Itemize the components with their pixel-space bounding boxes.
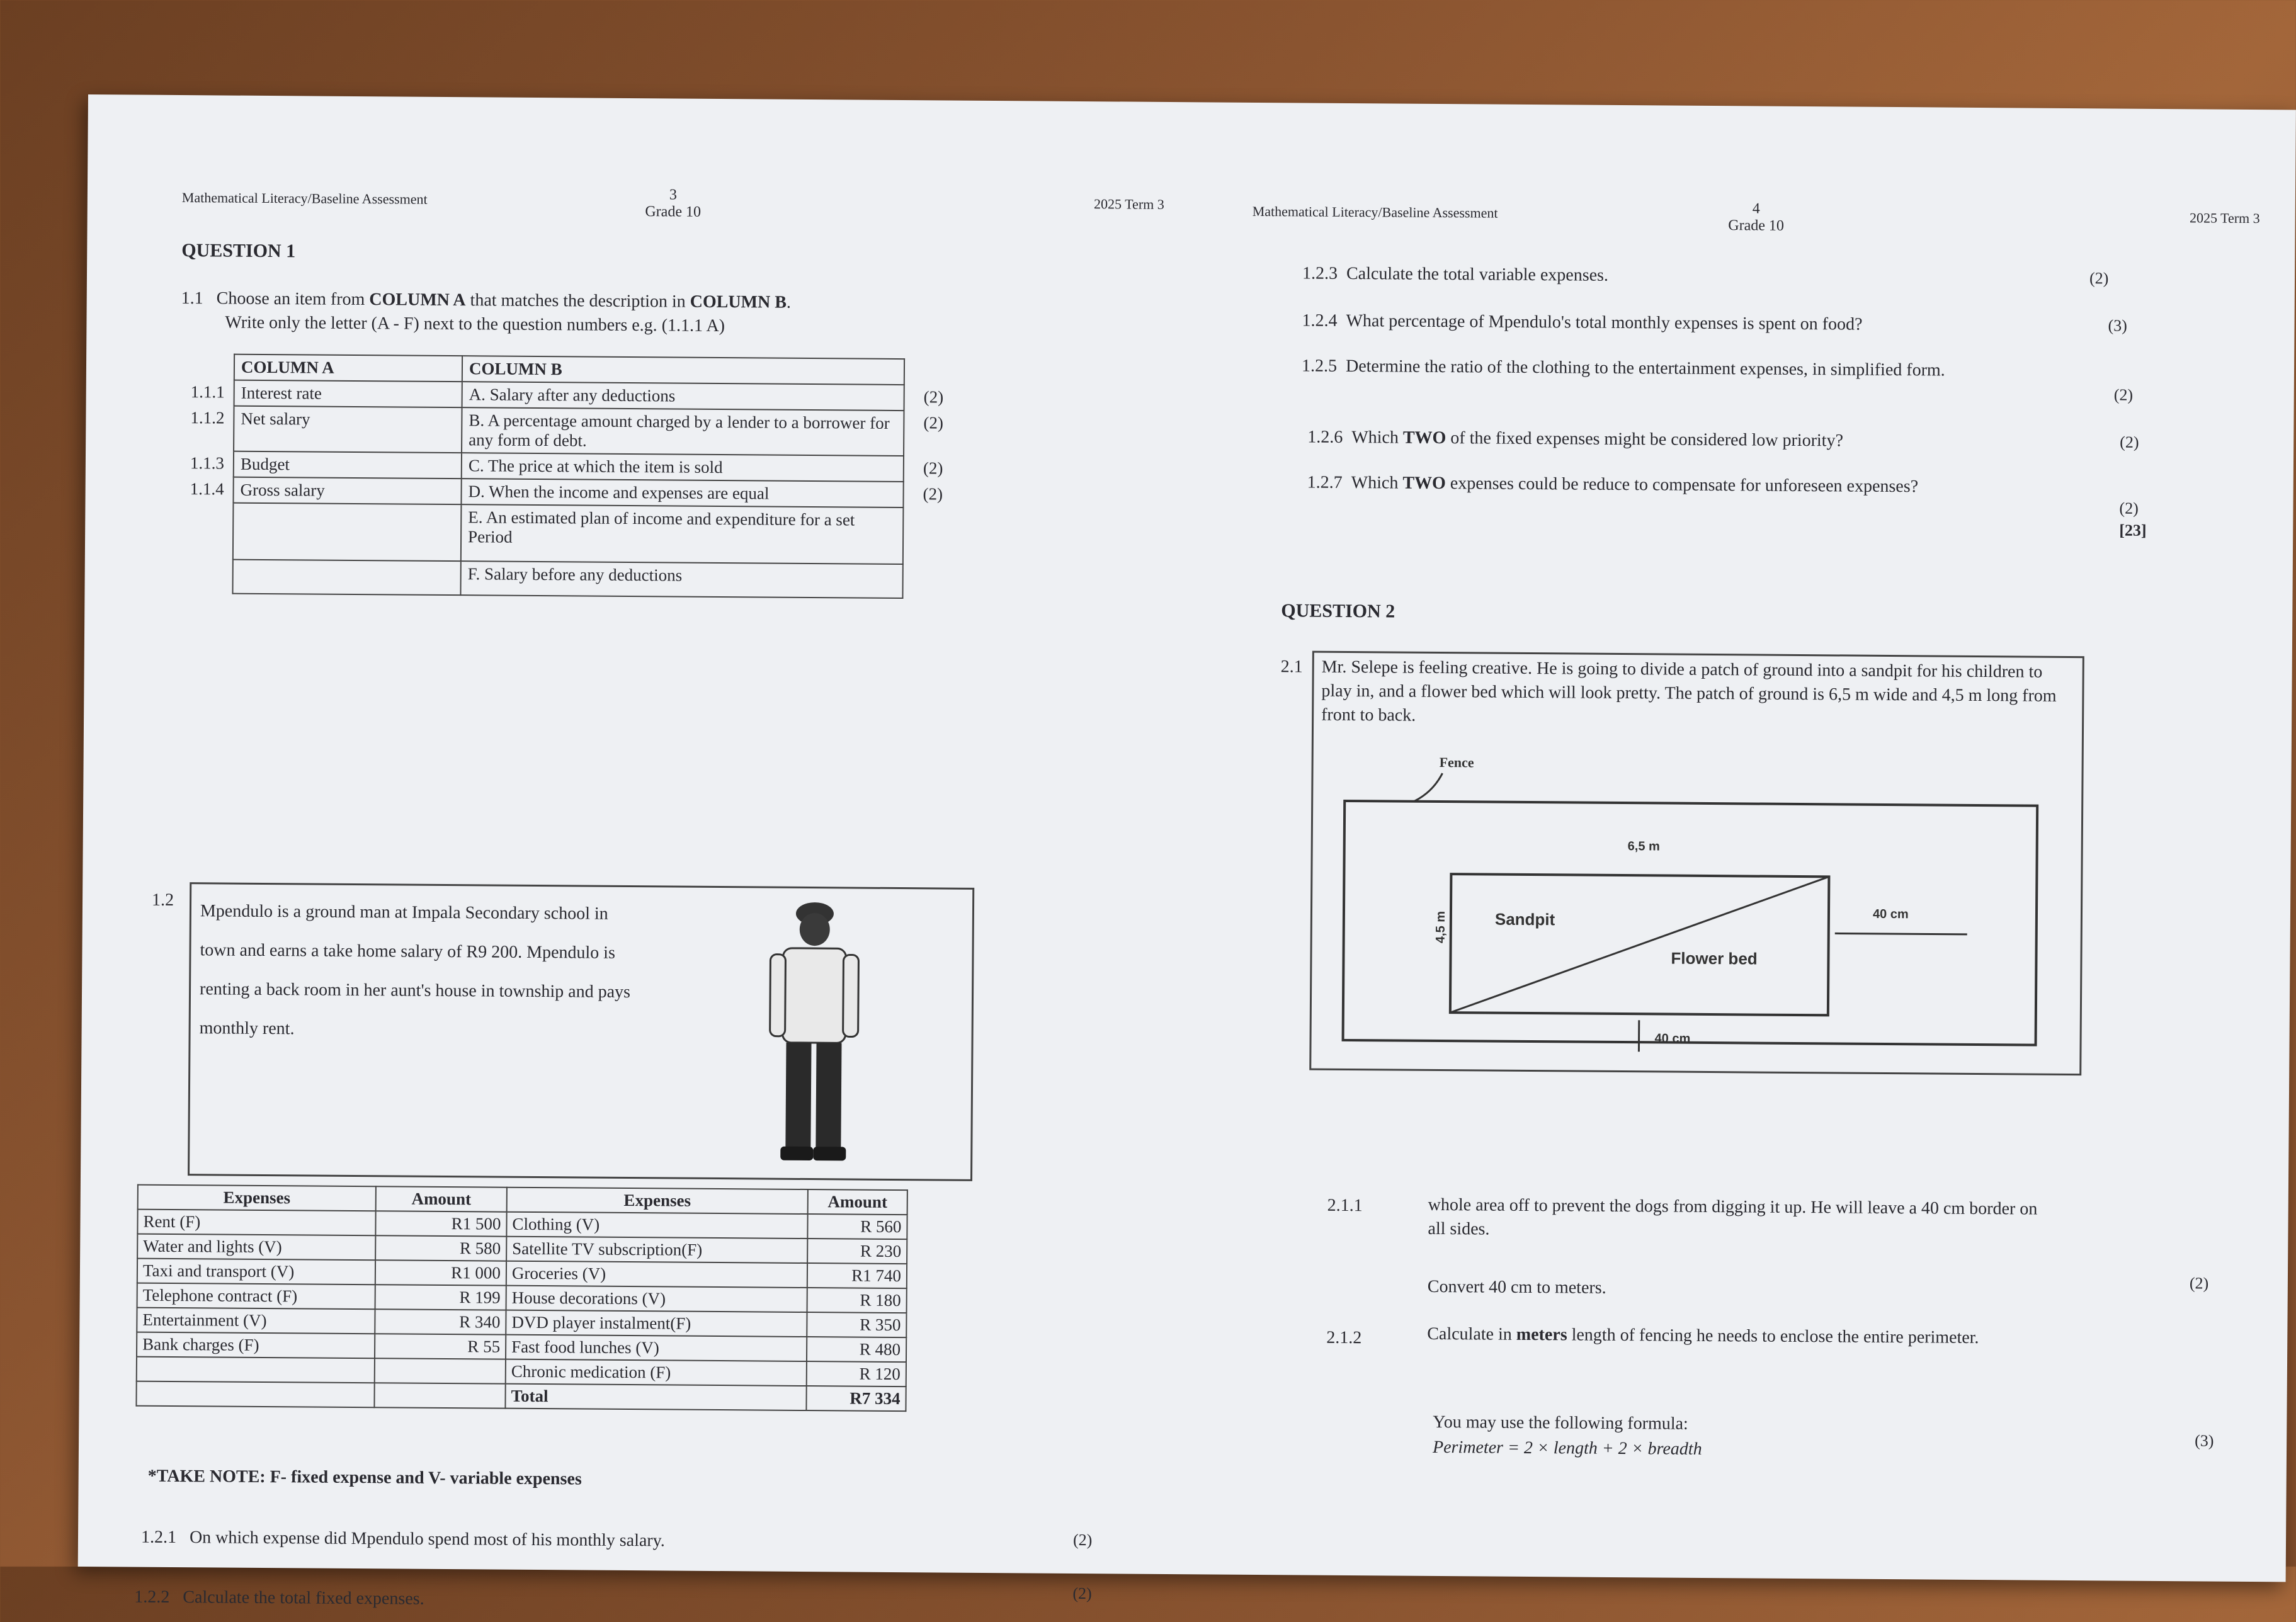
- q-text: expenses could be reduce to compensate for unforeseen expenses?: [1446, 474, 1918, 496]
- column-b-cell: A. Salary after any deductions: [462, 382, 904, 411]
- q-number: 1.2.1: [141, 1528, 176, 1547]
- column-a-cell: Interest rate: [234, 380, 462, 408]
- header-grade: Grade 10: [1728, 217, 1784, 235]
- q-number: 2.1.1: [1327, 1196, 1363, 1216]
- q-number: 1.2.6: [1307, 428, 1343, 447]
- expense-cell: House decorations (V): [506, 1286, 807, 1312]
- question-2-1-1-sub: Convert 40 cm to meters.: [1428, 1275, 1606, 1300]
- question-2-1-2-text: [1427, 1322, 2120, 1351]
- garden-diagram: [1311, 754, 2081, 1074]
- sandpit-label: Sandpit: [1495, 910, 1555, 929]
- expense-cell: Bank charges (F): [137, 1332, 375, 1359]
- expense-cell: Telephone contract (F): [137, 1283, 375, 1310]
- expense-cell: Taxi and transport (V): [137, 1259, 375, 1285]
- column-a-cell: Gross salary: [233, 477, 461, 505]
- amount-cell: R 55: [375, 1334, 506, 1359]
- expense-cell: Groceries (V): [506, 1261, 807, 1288]
- q-bold-col-a: COLUMN A: [369, 290, 465, 310]
- amount-cell: R 120: [807, 1361, 906, 1387]
- expense-cell: Satellite TV subscription(F): [506, 1237, 807, 1263]
- column-a-header: COLUMN A: [234, 354, 462, 382]
- q-text: .: [787, 293, 791, 312]
- page-header: [1252, 197, 2260, 254]
- q-text: Which: [1351, 428, 1403, 448]
- q-instruction: Write only the letter (A - F) next to the question numbers e.g. (1.1.1 A): [181, 312, 725, 336]
- q-bold: TWO: [1403, 428, 1446, 448]
- table-row: [180, 406, 967, 457]
- q-text: that matches the description in: [465, 290, 690, 311]
- mark: (2): [1073, 1531, 1093, 1550]
- scenario-text: Mr. Selepe is feeling creative. He is going to divide a patch of ground into a sandpit for his children to play in, and a flower bed which will look pretty. The patch of ground is 6,5 m wide and 4,5 m long from front to back.: [1321, 655, 2071, 732]
- take-note: *TAKE NOTE: F- fixed expense and V- variable expenses: [148, 1465, 582, 1492]
- width-label: 6,5 m: [1628, 839, 1660, 853]
- column-b-header: COLUMN B: [462, 356, 904, 385]
- question-1-2-7: [1307, 472, 2000, 499]
- question-1-2-2: [134, 1587, 424, 1609]
- expenses-table: [135, 1184, 907, 1412]
- header-grade: Grade 10: [645, 203, 701, 221]
- expense-cell: Rent (F): [137, 1210, 375, 1236]
- expense-cell: [137, 1357, 375, 1383]
- q-text: of the fixed expenses might be considered low priority?: [1446, 428, 1843, 450]
- q-bold-col-b: COLUMN B: [690, 292, 787, 312]
- expense-cell: Entertainment (V): [137, 1308, 375, 1334]
- table-row: [179, 559, 966, 599]
- expense-cell: [136, 1381, 374, 1408]
- exam-paper: [78, 94, 2296, 1582]
- mark: (2): [2114, 385, 2134, 404]
- blank: [181, 354, 234, 380]
- q-number: 1.2.2: [134, 1587, 169, 1607]
- expenses-header: Expenses: [507, 1188, 808, 1214]
- question-1-2-6: [1307, 428, 1843, 451]
- border-arrow-right: [1835, 933, 1967, 934]
- matching-table: [179, 353, 968, 599]
- q-text: Calculate the total variable expenses.: [1346, 264, 1608, 285]
- question-1-2-1: [141, 1528, 665, 1551]
- question-2-title: QUESTION 2: [1281, 600, 1395, 622]
- mark: (3): [2195, 1431, 2214, 1450]
- page-number: 4: [1728, 200, 1784, 218]
- column-a-cell: [233, 503, 462, 562]
- question-2-1-box: [1309, 651, 2084, 1076]
- column-b-cell: D. When the income and expenses are equal: [461, 479, 903, 508]
- q-number: 1.1: [181, 288, 203, 308]
- groundsman-figure-icon: [744, 894, 884, 1172]
- column-a-cell: Budget: [234, 451, 462, 479]
- question-1-2-3: [1302, 263, 1608, 285]
- header-term: 2025 Term 3: [2190, 210, 2260, 227]
- mark: (2): [2089, 269, 2109, 288]
- amount-cell: [374, 1383, 505, 1408]
- q-bold: meters: [1516, 1325, 1567, 1345]
- flower-bed-label: Flower bed: [1671, 949, 1757, 968]
- column-b-cell: E. An estimated plan of income and expenditure for a set Period: [461, 504, 904, 564]
- column-b-cell: F. Salary before any deductions: [460, 561, 902, 598]
- row-number: 1.1.3: [180, 451, 234, 477]
- header-subject: Mathematical Literacy/Baseline Assessment: [1253, 203, 1498, 222]
- row-number: 1.1.4: [179, 477, 233, 503]
- question-1-2-5: [1302, 354, 1994, 382]
- amount-cell: R 560: [807, 1214, 907, 1239]
- amount-cell: R 230: [807, 1239, 907, 1264]
- q-text: Determine the ratio of the clothing to the entertainment expenses, in simplified form.: [1346, 356, 1945, 380]
- question-total: [23]: [2119, 521, 2147, 540]
- scenario-text: Mpendulo is a ground man at Impala Secondary school in town and earns a take home salary of R9 200. Mpendulo is renting a back room in her aunt's house in township and pays monthly rent.: [199, 892, 641, 1051]
- q-number: 1.2.3: [1302, 263, 1338, 283]
- mark: [902, 564, 966, 599]
- mark: (2): [903, 482, 967, 508]
- diagonal-divider: [1450, 874, 1829, 1015]
- amount-cell: R 350: [807, 1312, 906, 1337]
- expense-cell: DVD player instalment(F): [506, 1310, 807, 1337]
- mark: (2): [2120, 433, 2139, 452]
- column-b-cell: B. A percentage amount charged by a lender to a borrower for any form of debt.: [462, 407, 904, 456]
- q-text: Calculate the total fixed expenses.: [183, 1587, 424, 1609]
- header-subject: Mathematical Literacy/Baseline Assessment: [182, 190, 428, 208]
- q-number: 1.2.7: [1307, 473, 1343, 492]
- question-1-title: QUESTION 1: [181, 240, 1164, 268]
- column-b-cell: C. The price at which the item is sold: [462, 453, 904, 482]
- row-number: [179, 502, 234, 560]
- page-3: [173, 183, 1164, 1563]
- q-text: Calculate in: [1427, 1324, 1516, 1344]
- table-row: [179, 502, 967, 565]
- border-bottom-label: 40 cm: [1655, 1031, 1691, 1045]
- page-4: [1243, 197, 2260, 1564]
- border-right-label: 40 cm: [1873, 907, 1909, 921]
- blank: [904, 359, 968, 385]
- height-label: 4,5 m: [1434, 911, 1448, 943]
- expense-cell: Clothing (V): [506, 1212, 807, 1239]
- mark: (2): [904, 385, 968, 411]
- amount-cell: R1 740: [807, 1263, 907, 1288]
- question-1-2: [175, 882, 1084, 1178]
- expenses-header: Expenses: [138, 1185, 376, 1211]
- q-number: 1.2.4: [1302, 310, 1337, 330]
- amount-header: Amount: [808, 1189, 907, 1215]
- fence-pointer: [1414, 773, 1442, 802]
- perimeter-formula: Perimeter = 2 × length + 2 × breadth: [1433, 1436, 1702, 1461]
- mark: [903, 508, 967, 565]
- mark: (2): [904, 456, 967, 482]
- q-bold: TWO: [1402, 474, 1446, 493]
- expense-cell: Water and lights (V): [137, 1234, 375, 1261]
- total-amount: R7 334: [806, 1386, 906, 1411]
- amount-cell: R 180: [807, 1288, 907, 1313]
- amount-cell: R 199: [375, 1285, 506, 1310]
- amount-cell: R1 500: [375, 1211, 506, 1236]
- total-row: [136, 1381, 906, 1412]
- mark: (2): [2190, 1274, 2209, 1293]
- header-term: 2025 Term 3: [1094, 196, 1164, 213]
- amount-header: Amount: [376, 1186, 507, 1211]
- q-number: 1.2.5: [1302, 356, 1337, 375]
- q-text: Which: [1351, 473, 1403, 493]
- q-text: length of fencing he needs to enclose the entire perimeter.: [1567, 1325, 1979, 1347]
- page-number: 3: [645, 186, 701, 204]
- mark: (3): [2108, 316, 2127, 335]
- q-text: On which expense did Mpendulo spend most of his monthly salary.: [190, 1528, 665, 1550]
- question-1-1: [181, 286, 1163, 341]
- column-a-cell: Net salary: [234, 406, 462, 453]
- total-label: Total: [505, 1384, 806, 1410]
- q-number: 1.2: [152, 888, 174, 912]
- amount-cell: [375, 1358, 506, 1383]
- row-number: 1.1.1: [181, 380, 234, 406]
- amount-cell: R 340: [375, 1309, 506, 1334]
- amount-cell: R 580: [375, 1235, 506, 1261]
- scenario-box: [188, 882, 974, 1181]
- page-header: [181, 183, 1164, 241]
- header-center: [645, 186, 701, 221]
- column-a-cell: [232, 560, 460, 596]
- fence-label: Fence: [1440, 754, 1474, 770]
- amount-cell: R1 000: [375, 1260, 506, 1285]
- amount-cell: R 480: [807, 1337, 906, 1362]
- q-text: Choose an item from: [217, 288, 370, 309]
- expense-cell: Fast food lunches (V): [506, 1335, 807, 1361]
- q-number: 2.1: [1281, 657, 1303, 677]
- q-number: 2.1.2: [1326, 1328, 1361, 1348]
- expense-cell: Chronic medication (F): [506, 1359, 807, 1386]
- header-center: [1728, 200, 1784, 235]
- question-2-1-1-text: whole area off to prevent the dogs from digging it up. He will leave a 40 cm border on all sides.: [1428, 1193, 2058, 1245]
- row-number: 1.1.2: [180, 406, 234, 451]
- row-number: [179, 559, 232, 594]
- mark: (2): [2119, 499, 2139, 518]
- q-text: What percentage of Mpendulo's total monthly expenses is spent on food?: [1346, 311, 1862, 334]
- mark: (2): [904, 411, 968, 457]
- question-1-2-4: [1302, 310, 1862, 334]
- mark: (2): [1072, 1584, 1092, 1603]
- formula-intro: You may use the following formula:: [1433, 1410, 1688, 1436]
